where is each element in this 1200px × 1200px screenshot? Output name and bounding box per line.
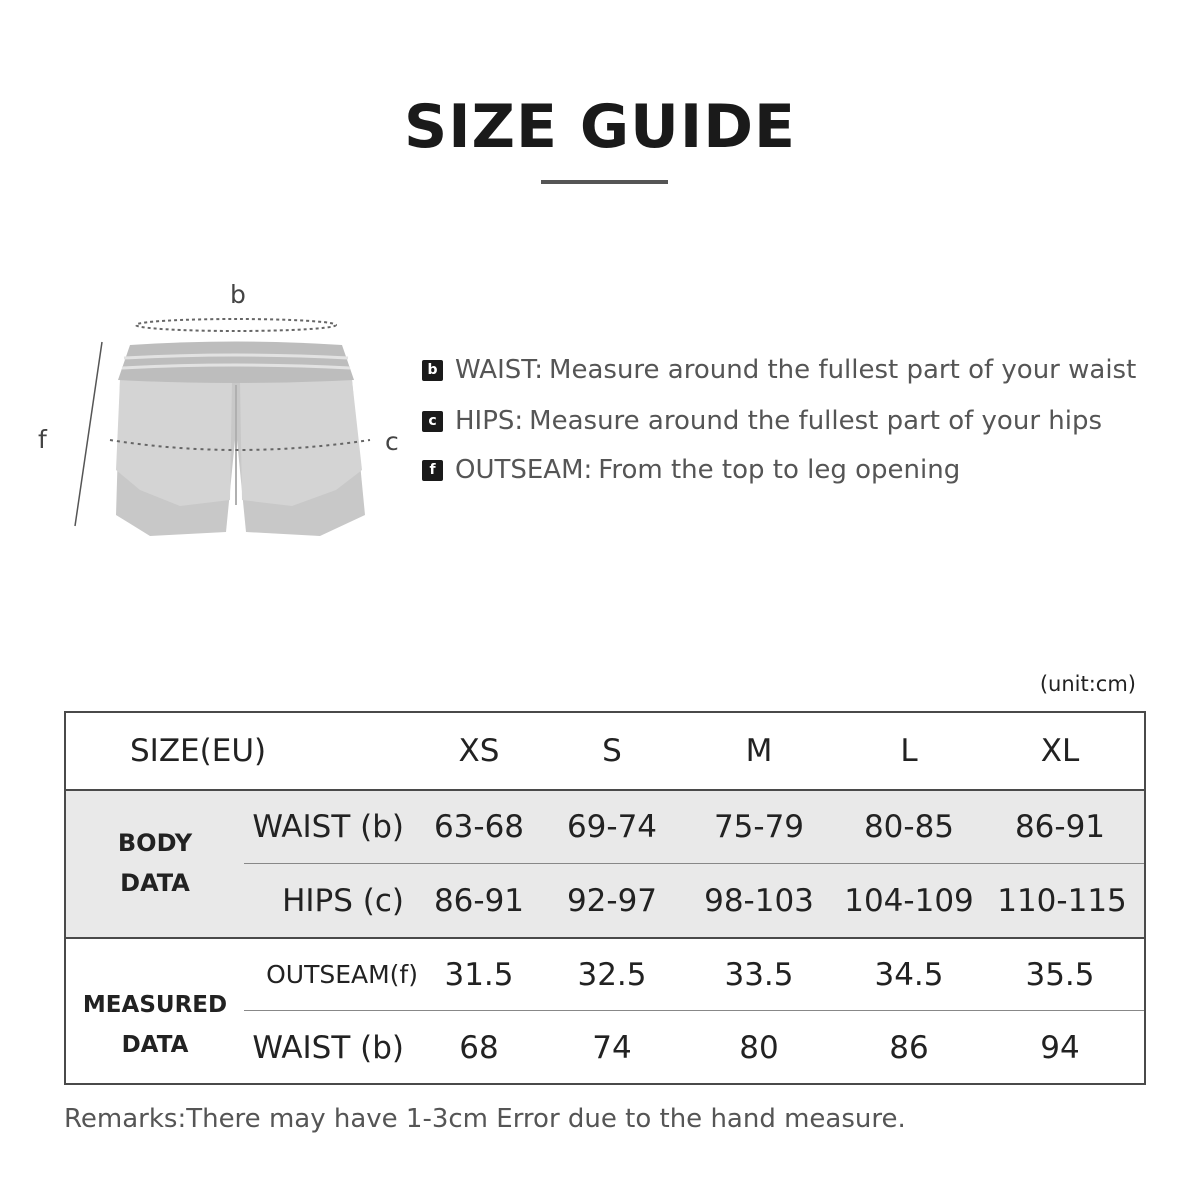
- title-underline: [541, 180, 668, 184]
- row-divider: [244, 863, 1144, 864]
- legend-outseam: [422, 452, 1136, 488]
- table-cell: 104-109: [844, 883, 974, 919]
- label-b: b: [230, 280, 246, 309]
- size-table: [64, 711, 1146, 1085]
- table-cell: 80: [739, 1029, 779, 1066]
- size-m-header: M: [745, 733, 773, 769]
- table-cell: 63-68: [433, 809, 525, 845]
- label-f: f: [38, 425, 47, 454]
- table-cell: 86-91: [1014, 809, 1106, 845]
- remark-note: Remarks:There may have 1-3cm Error due to the hand measure.: [64, 1104, 906, 1134]
- body-data-label: BODY DATA: [117, 829, 193, 897]
- legend-hips: [422, 403, 1136, 439]
- size-xl-header: XL: [1040, 733, 1080, 769]
- page-title: SIZE GUIDE: [403, 92, 796, 162]
- table-cell: 80-85: [863, 809, 955, 845]
- table-cell: 75-79: [713, 809, 805, 845]
- measured-data-label: MEASURED DATA: [82, 992, 228, 1058]
- legend-text: From the top to leg opening: [598, 455, 961, 485]
- waistband: [118, 342, 354, 384]
- shorts-illustration: [20, 270, 420, 560]
- table-cell: 35.5: [1025, 956, 1095, 993]
- row-label-waist: WAIST (b): [252, 809, 404, 845]
- table-cell: 69-74: [566, 809, 658, 845]
- row-label-outseam: OUTSEAM(f): [266, 960, 418, 989]
- table-cell: 34.5: [874, 956, 944, 993]
- table-cell: 110-115: [997, 883, 1127, 919]
- size-xs-header: XS: [458, 733, 500, 769]
- legend-key: WAIST:: [455, 355, 544, 385]
- label-c: c: [385, 427, 399, 456]
- legend-waist: [422, 352, 1136, 388]
- table-cell: 68: [459, 1029, 499, 1066]
- shorts-diagram: [20, 270, 420, 560]
- measurement-legend: [422, 352, 1136, 503]
- table-cell: 98-103: [704, 883, 814, 919]
- table-cell: 74: [592, 1029, 632, 1066]
- table-cell: 31.5: [444, 956, 514, 993]
- outseam-line: [75, 342, 102, 526]
- table-cell: 86: [889, 1029, 929, 1066]
- row-label-hips: HIPS (c): [282, 883, 404, 919]
- size-s-header: S: [602, 733, 622, 769]
- size-l-header: L: [900, 733, 918, 769]
- unit-label: (unit:cm): [1039, 672, 1136, 696]
- b-badge-icon: b: [422, 360, 443, 381]
- table-cell: 92-97: [566, 883, 658, 919]
- row-divider: [244, 1010, 1144, 1011]
- table-cell: 94: [1040, 1029, 1080, 1066]
- table-cell: 32.5: [577, 956, 647, 993]
- waist-measure-line: [136, 319, 336, 331]
- legend-key: HIPS:: [455, 406, 524, 436]
- c-badge-icon: c: [422, 411, 443, 432]
- table-cell: 86-91: [433, 883, 525, 919]
- legend-text: Measure around the fullest part of your waist: [549, 355, 1137, 385]
- f-badge-icon: f: [422, 460, 443, 481]
- size-header-label: SIZE(EU): [130, 733, 267, 769]
- legend-key: OUTSEAM:: [455, 455, 593, 485]
- row-label-waist-measured: WAIST (b): [252, 1029, 404, 1066]
- legend-text: Measure around the fullest part of your hips: [529, 406, 1103, 436]
- table-cell: 33.5: [724, 956, 794, 993]
